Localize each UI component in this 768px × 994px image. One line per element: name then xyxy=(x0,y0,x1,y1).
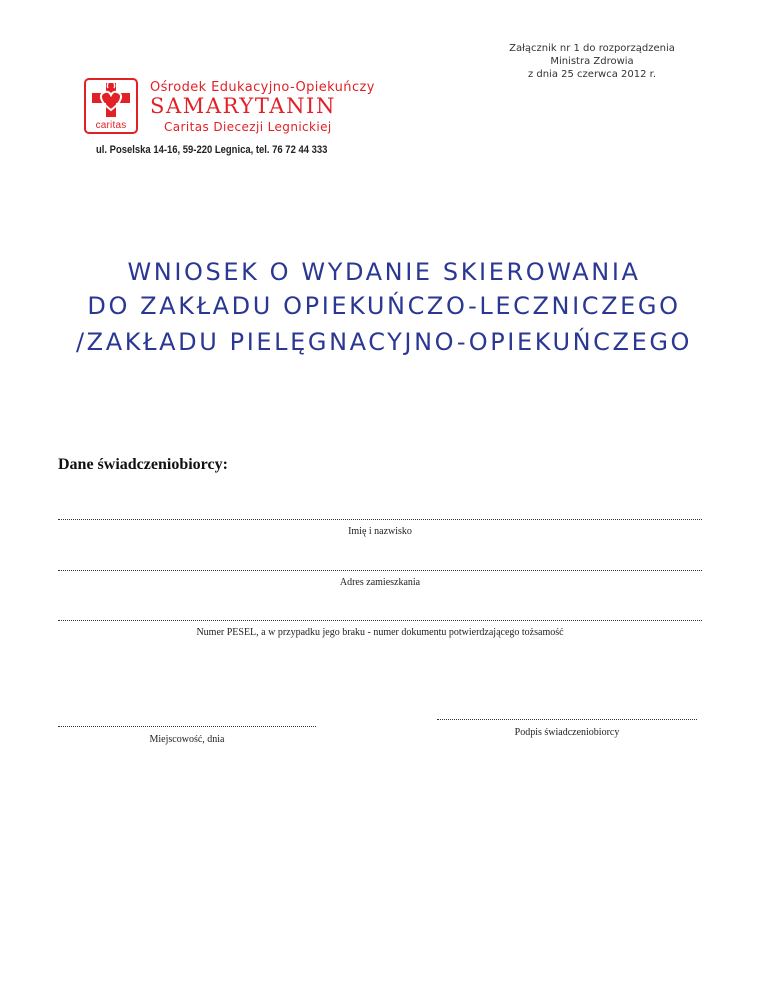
cross-heart-icon xyxy=(86,80,136,120)
name-field-line[interactable] xyxy=(58,519,702,520)
address-field-line[interactable] xyxy=(58,570,702,571)
organization-address: ul. Poselska 14-16, 59-220 Legnica, tel. 76 72 44 333 xyxy=(96,144,328,156)
organization-type: Ośrodek Edukacyjno-Opiekuńczy xyxy=(150,80,375,95)
caritas-logo xyxy=(84,78,138,134)
name-caption: Imię i nazwisko xyxy=(348,526,412,537)
attachment-line-3: z dnia 25 czerwca 2012 r. xyxy=(527,69,657,80)
pesel-field-line[interactable] xyxy=(58,620,702,621)
attachment-note xyxy=(462,42,722,81)
organization-parent: Caritas Diecezji Legnickiej xyxy=(164,120,332,134)
place-date-field-line[interactable] xyxy=(58,726,316,727)
signature-caption: Podpis świadczeniobiorcy xyxy=(514,727,620,738)
address-caption: Adres zamieszkania xyxy=(339,577,421,588)
organization-name: SAMARYTANIN xyxy=(150,94,336,118)
document-title-line-1: WNIOSEK O WYDANIE SKIEROWANIA xyxy=(127,258,641,286)
logo-caritas-text: caritas xyxy=(95,120,127,131)
signature-field-line[interactable] xyxy=(437,719,697,720)
place-date-caption: Miejscowość, dnia xyxy=(149,734,225,745)
document-title-line-3: /ZAKŁADU PIELĘGNACYJNO-OPIEKUŃCZEGO xyxy=(75,328,693,356)
pesel-caption: Numer PESEL, a w przypadku jego braku - numer dokumentu potwierdzającego tożsamość xyxy=(196,627,564,638)
section-heading: Dane świadczeniobiorcy: xyxy=(58,456,228,473)
attachment-line-2: Ministra Zdrowia xyxy=(550,56,634,67)
attachment-line-1: Załącznik nr 1 do rozporządzenia xyxy=(509,43,675,54)
document-title-line-2: DO ZAKŁADU OPIEKUŃCZO-LECZNICZEGO xyxy=(87,292,681,320)
